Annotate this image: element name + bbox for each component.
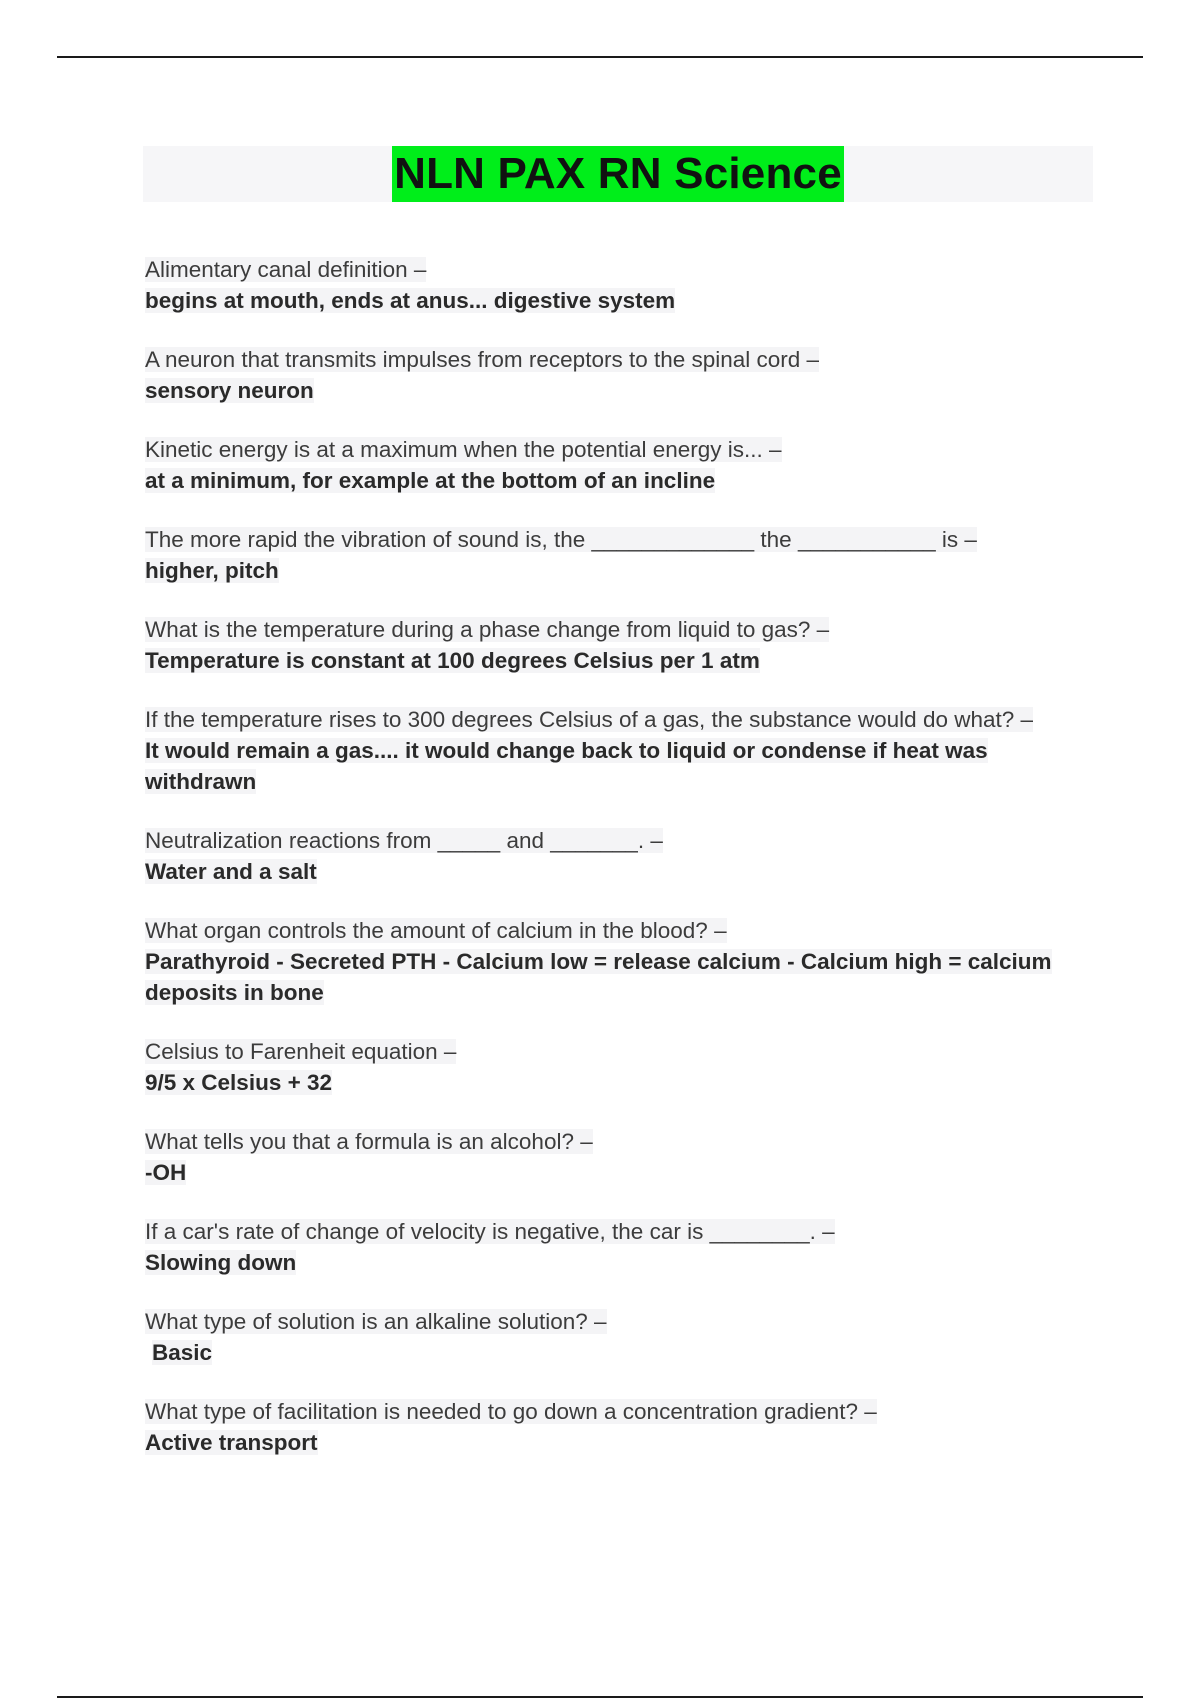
question-text: Celsius to Farenheit equation – bbox=[145, 1039, 457, 1064]
answer-text: sensory neuron bbox=[145, 378, 314, 403]
page-title: NLN PAX RN Science bbox=[392, 146, 844, 202]
qa-item bbox=[145, 1038, 1085, 1100]
qa-item bbox=[145, 1308, 1085, 1370]
answer-text: -OH bbox=[145, 1160, 187, 1185]
answer-text: Active transport bbox=[145, 1430, 318, 1455]
question-text: What organ controls the amount of calcium in the blood? – bbox=[145, 918, 727, 943]
question-text: What is the temperature during a phase change from liquid to gas? – bbox=[145, 617, 830, 642]
qa-item bbox=[145, 1128, 1085, 1190]
title-band bbox=[143, 146, 1093, 202]
qa-item bbox=[145, 1218, 1085, 1280]
answer-text: Slowing down bbox=[145, 1250, 297, 1275]
question-text: What type of solution is an alkaline solution? – bbox=[145, 1309, 607, 1334]
question-text: What type of facilitation is needed to go down a concentration gradient? – bbox=[145, 1399, 877, 1424]
question-text: A neuron that transmits impulses from receptors to the spinal cord – bbox=[145, 347, 820, 372]
question-text: The more rapid the vibration of sound is, the _____________ the ___________ is – bbox=[145, 527, 977, 552]
qa-item bbox=[145, 827, 1085, 889]
qa-item bbox=[145, 706, 1085, 799]
answer-text: at a minimum, for example at the bottom of an incline bbox=[145, 468, 716, 493]
top-rule bbox=[57, 56, 1143, 58]
answer-text: It would remain a gas.... it would change back to liquid or condense if heat was withdrawn bbox=[145, 738, 988, 794]
question-text: What tells you that a formula is an alcohol? – bbox=[145, 1129, 593, 1154]
question-text: Neutralization reactions from _____ and _______. – bbox=[145, 828, 663, 853]
qa-item bbox=[145, 256, 1085, 318]
qa-item bbox=[145, 616, 1085, 678]
answer-text: higher, pitch bbox=[145, 558, 279, 583]
question-text: If the temperature rises to 300 degrees Celsius of a gas, the substance would do what? – bbox=[145, 707, 1034, 732]
answer-text: begins at mouth, ends at anus... digestive system bbox=[145, 288, 676, 313]
qa-list bbox=[145, 256, 1085, 1460]
qa-item bbox=[145, 526, 1085, 588]
bottom-rule bbox=[57, 1696, 1143, 1698]
qa-item bbox=[145, 1398, 1085, 1460]
qa-item bbox=[145, 917, 1085, 1010]
answer-text: Temperature is constant at 100 degrees Celsius per 1 atm bbox=[145, 648, 760, 673]
question-text: Alimentary canal definition – bbox=[145, 257, 427, 282]
question-text: Kinetic energy is at a maximum when the potential energy is... – bbox=[145, 437, 782, 462]
answer-text: Basic bbox=[152, 1340, 213, 1365]
answer-text: 9/5 x Celsius + 32 bbox=[145, 1070, 332, 1095]
answer-text: Water and a salt bbox=[145, 859, 317, 884]
qa-item bbox=[145, 346, 1085, 408]
answer-text: Parathyroid - Secreted PTH - Calcium low = release calcium - Calcium high = calcium deposits in bone bbox=[145, 949, 1052, 1005]
qa-item bbox=[145, 436, 1085, 498]
question-text: If a car's rate of change of velocity is negative, the car is ________. – bbox=[145, 1219, 835, 1244]
